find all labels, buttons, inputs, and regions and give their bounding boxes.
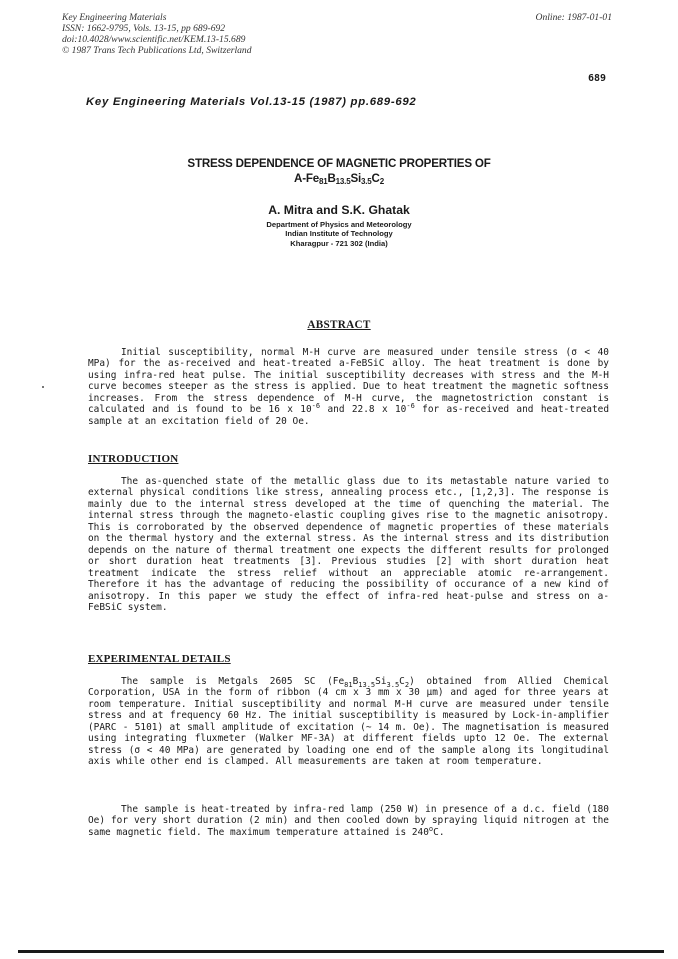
affiliation-address: Kharagpur - 721 302 (India) bbox=[290, 238, 388, 248]
authors: A. Mitra and S.K. Ghatak bbox=[268, 203, 410, 217]
affiliation-institute: Indian Institute of Technology bbox=[285, 229, 393, 239]
title-line-1: STRESS DEPENDENCE OF MAGNETIC PROPERTIES OF bbox=[187, 157, 491, 170]
publication-info bbox=[62, 12, 252, 56]
experimental-heading: EXPERIMENTAL DETAILS bbox=[88, 653, 231, 665]
journal-name: Key Engineering Materials bbox=[62, 12, 167, 23]
introduction-heading: INTRODUCTION bbox=[88, 453, 179, 465]
title-line-2: $A-Fe_{81}B_{13.5}Si_{3.5}C_2$ bbox=[294, 172, 384, 186]
bottom-rule bbox=[18, 950, 664, 953]
scan-speck bbox=[42, 386, 44, 388]
online-date: Online: 1987-01-01 bbox=[535, 12, 612, 23]
affiliation bbox=[0, 220, 678, 248]
introduction-text: The as-quenched state of the metallic glass due to its metastable nature varied to external physical conditions like stress, annealing process etc., [1,2,3]. The response is mainly due to the internal stress developed at the time of quenching the material. The internal stress through the magneto-elastic coupling gives rise to the magnetic anisotropy. This is corroborated by the observed dependence of magnetic properties of these materials on the thermal hystory and the external stress. As the internal stress and its distribution depends on the nature of thermal treatment one expects the different results for prolonged or short duration heat treatments [3]. Previous studies [2] with short duration heat treatment indicate the stress relief without an appreciable atomic re-arrangement. Therefore it has the advantage of reducing the possibility of occurance of a new kind of anisotropy. In this paper we study the effect of infra-red heat-pulse and stress on a-FeBSiC system. bbox=[88, 476, 609, 613]
doi-link[interactable]: doi:10.4028/www.scientific.net/KEM.13-15.689 bbox=[62, 34, 246, 45]
experimental-paragraph-1: The sample is Metgals 2605 SC $(Fe_{81}B_{13.5}Si_{3.5}C_2)$ obtained from Allied Chemical Corporation, USA in the form of ribbon (4 cm x 3 mm x 30 μm) and aged for three years at room temperature. Initial susceptibility and normal M-H curve are measured under tensile stress and at frequency 60 Hz. The initial susceptibility is measured by Lock-in-amplifier (PARC - 5101) at small amplitude of excitation (~ 14 m. Oe). The magnetisation is measured using integrating fluxmeter (Walker MF-3A) at different fields upto 12 Oe. The external stress (σ < 40 MPa) are generated by loading one end of the sample along its longitudinal axis while other end is clamped. All measurements are taken at room temperature. bbox=[88, 676, 609, 768]
experimental-paragraph-2: The sample is heat-treated by infra-red lamp (250 W) in presence of a d.c. field (180 Oe) for very short duration (2 min) and then cooled down by spraying liquid nitrogen at the same magnetic field. The maximum temperature attained is 240$^o$C. bbox=[88, 804, 609, 838]
journal-citation: Key Engineering Materials Vol.13-15 (1987) pp.689-692 bbox=[86, 96, 417, 108]
issn-line: ISSN: 1662-9795, Vols. 13-15, pp 689-692 bbox=[62, 23, 226, 34]
paper-title bbox=[0, 156, 678, 186]
affiliation-department: Department of Physics and Meteorology bbox=[266, 220, 412, 229]
abstract-heading: ABSTRACT bbox=[307, 319, 371, 331]
abstract-text: Initial susceptibility, normal M-H curve are measured under tensile stress (σ < 40 MPa) for the as-received and heat-treated a-FeBSiC alloy. The heat treatment is done by using infra-red heat pulse. The initial susceptibility decreases with stress and the M-H curve becomes steeper as the stress is applied. Due to heat treatment the magnetic softness increases. From the stress dependence of M-H curve, the magnetostriction constant is calculated and is found to be 16 x $10^{-6}$ and 22.8 x $10^{-6}$ for as-received and heat-treated sample at an excitation field of 20 Oe. bbox=[88, 347, 610, 427]
copyright-line: © 1987 Trans Tech Publications Ltd, Switzerland bbox=[62, 45, 252, 56]
page-number: 689 bbox=[587, 73, 606, 84]
